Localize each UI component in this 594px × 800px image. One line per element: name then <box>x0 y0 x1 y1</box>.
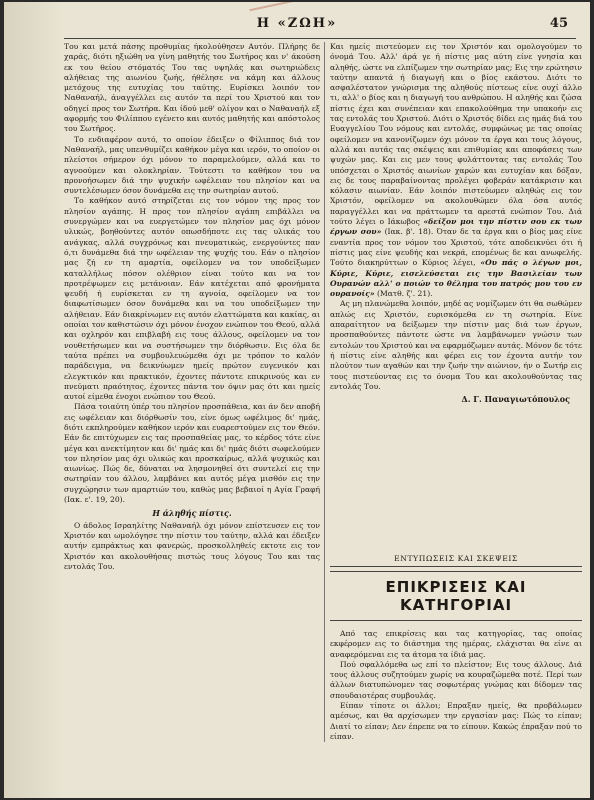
section-body <box>330 629 582 742</box>
scripture-quote: «Ου πάς ο λέγων μοι, Κύριε, Κύριε, εισελεύσεται εις την Βασιλείαν των Ουρανών αλλ' ο ποιών το θέλημα του πατρός μου του εν ουρανοίς» <box>330 258 582 299</box>
subheading: Η άληθής πίστις. <box>152 508 232 519</box>
publication-title: Η «ΖΩΗ» <box>256 16 338 31</box>
scripture-quote: «δείξον μοι την πίστιν σου εκ των έργων σου» <box>330 217 582 237</box>
page-header <box>4 16 590 38</box>
paragraph: Το καθήκον αυτό στηρίζεται εις τον νόμον της προς τον πλησίον αγάπης. Η προς τον πλησίον αγάπη επιβάλλει να συνεργώμεν και να ευεργετώμεν τον πλησίον μας όχι μόνον υλικώς, βοηθούντες αυτόν οπωσδήποτε εις τας υλικάς του ανάγκας, αλλά συγχρόνως και πνευματικώς, ενεργούντες παν ό,τι δυνάμεθα διά την ωφέλειαν της ψυχής του. Εάν ο πλησίον μας ζή εν τη αμαρτία, οφείλομεν να τον υποδείξωμεν καταλλήλως πόσον ολέθριον είναι τούτο και να τον προτρέψωμεν εις μετάνοιαν. Εάν κατέχεται από φρονήματα ψευδή ή ευρίσκεται εν τη αγνοία, οφείλομεν να τον διαφωτίσωμεν όσον δυνάμεθα και να του υποδείξωμεν την αλήθειαν. Εάν διακρίνωμεν εις αυτόν ελαττώματα και κακίας, αι οποίαι τον καθιστώσιν όχι μόνον ένοχον ενώπιον του Θεού, αλλά και οχληρόν και επιβλαβή εις τους άλλους, οφείλομεν να τον νουθετήσωμεν και να συστήσωμεν την διόρθωσιν. Εις όλα δε ταύτα πρέπει να συμβουλευώμεθα όχι με τρόπον το καλόν παράδειγμα, να δεικνύωμεν ημείς πρώτον ευγενικόν και ελεγκτικόν και πρακτικόν, έχοντες πάντοτε επικρινούς και εν πνεύματι πραότητος, έχοντες πάντα τον όψιν μας ότι και ημείς αυτοί είμεθα ένοχοι ενώπιον του Θεού. <box>64 196 320 402</box>
paragraph: Είπαν τίποτε οι άλλοι; Επραξαν ημείς, θα προβάλωμεν αμέσως, και θα αρχίσωμεν την εργασίαν μας: Πώς το είπαν; Διατί το είπαν; Δεν έπρεπε να το είπουν. Κακώς έπραξαν πού το είπαν. <box>330 701 582 741</box>
paragraph: Το ενδιαφέρον αυτό, το οποίον έδειξεν ο Φίλιππος διά τον Ναθαναήλ, μας υπενθυμίζει καθήκον μέγα και ιερόν, το οποίον οι πλείστοι σήμερον όχι μόνον το παραμελούμεν, αλλά και το αγνοούμεν και ολοκληρίαν. Τούτεστι το καθήκον του να προνοήσωμεν διά την ψυχικήν ωφέλειαν του πλησίον και να συντελέσωμεν όσον δυνάμεθα εις την σωτηρίαν αυτού. <box>64 134 320 196</box>
column-separator <box>324 42 325 742</box>
paragraph <box>330 42 582 299</box>
page-fold-shadow <box>4 2 64 798</box>
right-column <box>330 42 582 404</box>
left-column <box>64 42 320 572</box>
paragraph: Του και μετά πάσης προθυμίας ήκολούθησεν Αυτόν. Πλήρης δε χαράς, διότι ηξιώθη να γίνη μαθητής του Σωτήρος και ν' άκούση εκ του θείου στόματός Του τας υψηλάς και σωτηριώδεις αλήθειας της αιωνίου ζωής, ήθέλησε να κάμη και άλλους μετόχους της ευτυχίας του ταύτης. Ευρίσκει λοιπόν τον Ναθαναήλ, άναγγέλλει εις αυτόν τα περί του Χριστού και τον οδηγεί προς τον Σωτήρα. Και ίδού μεθ' ολίγον και ο Ναθαναήλ εξ αφορμής του Φιλίππου εγένετο και αυτός μαθητής και απόστολος του Σωτήρος. <box>64 42 320 134</box>
header-rule <box>64 38 576 39</box>
paragraph-text: (Ιακ. β'. 18). Όταν δε τα έργα και ο βίος μας είνε εναντία προς τον νόμον του Χριστού, τότε αποδεικνύει ότι ή πίστις μας είνε ψευδής και νεκρά, επομένως δε και ανωφελής. Τούτο διακηρύττων ο Κύριος λέγει, <box>330 227 582 268</box>
page-number: 45 <box>549 16 568 31</box>
paragraph: Πάσα τοιαύτη ύπέρ του πλησίον προσπάθεια, και άν δεν αποβή εις ωφέλειαν και διόρθωσίν του, είνε όμως ωφέλιμος δι' ημάς, διότι εκπληρούμεν καθήκον ιερόν και ευαρεστούμεν εις τον Θεόν. Εάν δε επιτύχωμεν εις τας προσπαθείας μας, το κέρδος τότε είνε μέγα και ανεκτίμητον και δι' ημάς και δι' ημάς διότι σωφελούμεν τον πλησίον μας όχι υλικώς και προσκαίρως, αλλά ψυχικώς και αιωνίως. Πώς δε, δύναται να λησμονηθεί ότι συντελεί εις την σωτηρίαν του άλλου, λαμβάνει και αυτός μέγα μισθόν εις την συγχώρησιν των αμαρτιών του, καθώς μας βεβαιοί η Αγία Γραφή (Ιακ. ε'. 19, 20). <box>64 402 320 505</box>
paragraph: Ο άδολος Ισραηλίτης Ναθαναήλ όχι μόνον επίστευσεν εις τον Χριστόν και ωμολόγησε την πίστιν του ταύτην, αλλά και έδειξεν αυτήν εμπράκτως και φανερώς, προσκολληθείς εκτοτε εις τον Χριστόν και ακολουθήσας πιστώς τους λόγους Του και τας εντολάς Του. <box>64 520 320 571</box>
section-title: ΕΠΙΚΡΙΣΕΙΣ ΚΑΙ ΚΑΤΗΓΟΡΙΑΙ <box>330 571 582 621</box>
section <box>330 554 582 742</box>
newspaper-page <box>4 2 590 798</box>
paragraph: Από τας επικρίσεις και τας κατηγορίας, τας οποίας εκφέρομεν εις το διάστημα της ημέρας, ελάχισται θα είνε αι αναφερόμεναι εις τα άτομα τα ίδιά μας. <box>330 629 582 659</box>
paragraph: Πού σφαλλόμεθα ως επί το πλείστον; Εις τους άλλους. Διά τους άλλους συζητούμεν χωρίς να κουραζώμεθα ποτέ. Περί των άλλων διατυπώνομεν τας σοφωτέρας γνώμας και δίδομεν τας σπουδαιοτέρας συμβουλάς. <box>330 659 582 700</box>
citation: (Ματθ. ζ'. 21). <box>377 289 433 299</box>
paragraph-text: Και ημείς πιστεύομεν εις τον Χριστόν και ομολογούμεν το όνομά Του. Αλλ' άρά γε ή πίστις μας αύτη είνε γνησία και αληθής, ώστε να ελπίζωμεν την σωτηρίαν μας; Εις την ερώτησιν ταύτην απαντά ή διαγωγή και ο βίος εκάστου. Διότι το ασφαλέστατον γνώρισμα της αληθούς πίστεως είνε ουχί άλλο τι, αλλ' ο βίος και η διαγωγή του ανθρώπου. Η αληθής και ζώσα πίστις έχει και συνέπειαν και επακολούθημα την υπακοήν εις τας εντολάς του Χριστού. Διότι ο Χριστός δίδει εις ημάς διά του Ευαγγελίου Του νόμους και εντολάς, συμφώνως με τας οποίας οφείλομεν να κανονίζωμεν όχι μόνον τα έργα και τους λόγους, αλλά και αυτάς τας σκέψεις και επιθυμίας και αποφάσεις των ψυχών μας. Και εις μεν τους φυλάττοντας τας εντολάς Του υπόσχεται ο Χριστός αιωνίων χαρών και ευτυχίαν και δόξαν, εις δε τους παραβαίνοντας προλέγει φοβεράν κατάκρισιν και κόλασιν αιωνίαν. Εάν λοιπόν πιστεύωμεν αληθώς εις τον Χριστόν, οφείλομεν να ακολουθώμεν όλα όσα αυτός παραγγέλλει και να πράττωμεν τα αρεστά ενώπιον Του. Διά τούτο λέγει ο Ιάκωβος <box>330 42 582 227</box>
paragraph: Ας μη πλανώμεθα λοιπόν, μηδέ ας νομίζωμεν ότι θα σωθώμεν απλώς εις Χριστόν, ευρισκόμεθα εν τη σωτηρία. Είνε απαραίτητον να δείξωμεν την πίστιν μας διά των έργων, προσπαθούντες πάντοτε ώστε να λαμβάνωμεν γνώσιν των εντολών του Χριστού και να εφαρμόζωμεν αυτάς. Μόνον δε τότε ή πίστις είνε αληθής και φέρει εις τον έχοντα αυτήν τον πλούτον των αγαθών και την ζωήν την αιώνιον, ήν ο Σωτήρ εις τους πιστεύοντας εις το όνομα Του και ακολουθούντας τας εντολάς Του. <box>330 299 582 391</box>
author-signature: Δ. Γ. Παναγιωτόπουλος <box>461 394 570 405</box>
section-subtitle: ΕΝΤΥΠΩΣΕΙΣ ΚΑΙ ΣΚΕΨΕΙΣ <box>330 554 582 567</box>
